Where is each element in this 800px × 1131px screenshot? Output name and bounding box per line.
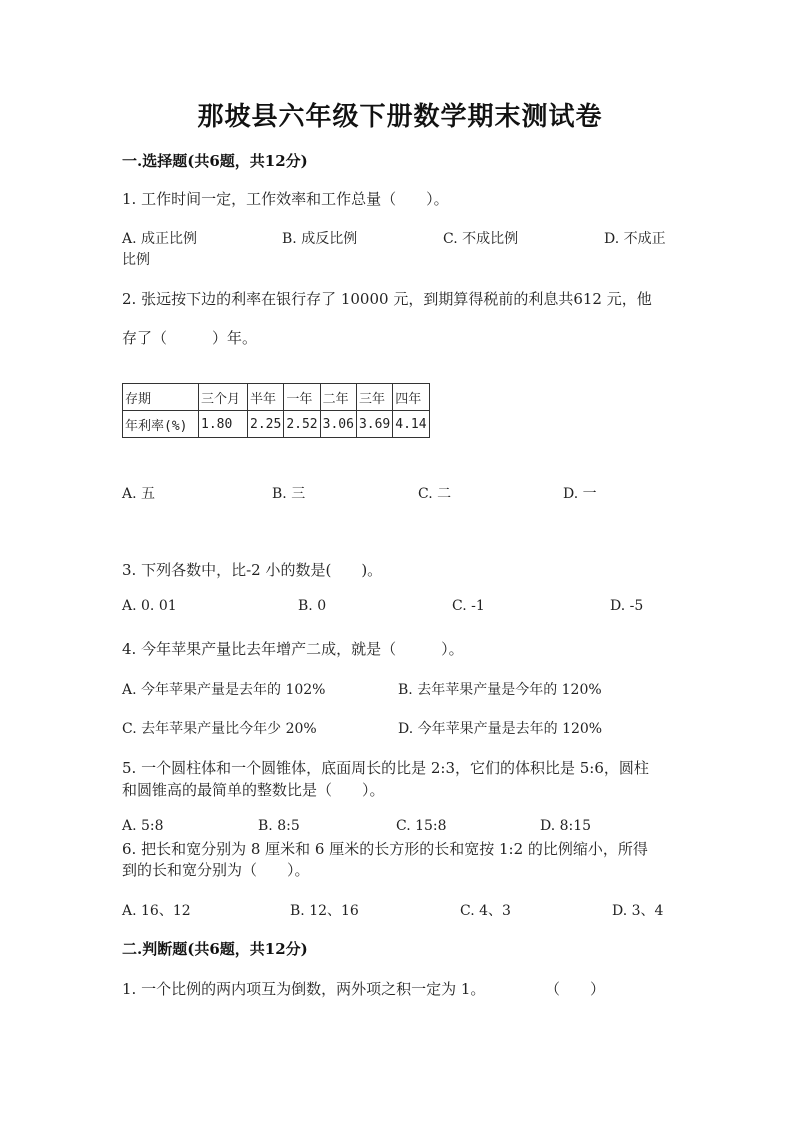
table-cell: 2.52 bbox=[284, 411, 320, 438]
q3-option-b: B. 0 bbox=[298, 598, 327, 614]
judgment-question-1-text: 1. 一个比例的两内项互为倒数，两外项之积一定为 1。 bbox=[122, 980, 486, 998]
table-cell: 4.14 bbox=[393, 411, 429, 438]
question-5-text-line1: 5. 一个圆柱体和一个圆锥体，底面周长的比是 2:3，它们的体积比是 5:6，圆柱 bbox=[122, 759, 649, 777]
q4-option-c: C. 去年苹果产量比今年少 20% bbox=[122, 721, 317, 737]
q1-option-a: A. 成正比例 bbox=[122, 231, 198, 247]
question-2-text-line2: 存了（ ）年。 bbox=[122, 329, 258, 347]
question-6-text-line2: 到的长和宽分别为（ ）。 bbox=[122, 861, 310, 879]
section-heading-choice: 一.选择题(共6题，共12分) bbox=[122, 152, 308, 170]
question-2-text-line1: 2. 张远按下边的利率在银行存了 10000 元，到期算得税前的利息共612 元，他 bbox=[122, 290, 652, 308]
q5-option-b: B. 8:5 bbox=[258, 818, 300, 834]
q6-option-a: A. 16、12 bbox=[122, 903, 191, 919]
question-5-text-line2: 和圆锥高的最简单的整数比是（ ）。 bbox=[122, 781, 385, 799]
table-row bbox=[123, 411, 430, 438]
q2-option-c: C. 二 bbox=[418, 486, 452, 502]
q1-option-d-wrap: 比例 bbox=[122, 252, 150, 268]
q3-option-a: A. 0. 01 bbox=[122, 598, 177, 614]
judgment-question-1-blank: （ ） bbox=[545, 980, 606, 998]
q5-option-c: C. 15:8 bbox=[396, 818, 447, 834]
table-cell: 3.06 bbox=[320, 411, 356, 438]
table-cell: 半年 bbox=[248, 384, 284, 411]
table-header-row bbox=[123, 384, 430, 411]
table-cell: 1.80 bbox=[199, 411, 248, 438]
q6-option-b: B. 12、16 bbox=[290, 903, 359, 919]
q5-option-d: D. 8:15 bbox=[540, 818, 592, 834]
section-heading-judgment: 二.判断题(共6题，共12分) bbox=[122, 940, 308, 958]
table-cell: 2.25 bbox=[248, 411, 284, 438]
q1-option-d: D. 不成正 bbox=[604, 231, 666, 247]
table-cell: 三个月 bbox=[199, 384, 248, 411]
q6-option-c: C. 4、3 bbox=[460, 903, 511, 919]
q2-option-d: D. 一 bbox=[563, 486, 597, 502]
question-4-text: 4. 今年苹果产量比去年增产二成，就是（ ）。 bbox=[122, 640, 464, 658]
question-1-text: 1. 工作时间一定，工作效率和工作总量（ ）。 bbox=[122, 190, 449, 208]
q2-option-b: B. 三 bbox=[272, 486, 306, 502]
table-cell: 一年 bbox=[284, 384, 320, 411]
q1-option-c: C. 不成比例 bbox=[443, 231, 519, 247]
q4-option-a: A. 今年苹果产量是去年的 102% bbox=[122, 682, 326, 698]
q2-option-a: A. 五 bbox=[122, 486, 156, 502]
question-3-text: 3. 下列各数中，比-2 小的数是( )。 bbox=[122, 561, 383, 579]
table-cell: 三年 bbox=[356, 384, 392, 411]
q3-option-c: C. -1 bbox=[452, 598, 485, 614]
q3-option-d: D. -5 bbox=[610, 598, 644, 614]
q1-option-b: B. 成反比例 bbox=[282, 231, 358, 247]
table-cell: 四年 bbox=[393, 384, 429, 411]
interest-rate-table bbox=[122, 383, 430, 438]
table-cell: 3.69 bbox=[356, 411, 392, 438]
table-cell: 存期 bbox=[123, 384, 199, 411]
q4-option-d: D. 今年苹果产量是去年的 120% bbox=[398, 721, 603, 737]
q4-option-b: B. 去年苹果产量是今年的 120% bbox=[398, 682, 602, 698]
q5-option-a: A. 5:8 bbox=[122, 818, 164, 834]
table-cell: 年利率(%) bbox=[123, 411, 199, 438]
table-cell: 二年 bbox=[320, 384, 356, 411]
page-title: 那坡县六年级下册数学期末测试卷 bbox=[197, 102, 603, 132]
question-6-text-line1: 6. 把长和宽分别为 8 厘米和 6 厘米的长方形的长和宽按 1:2 的比例缩小，所得 bbox=[122, 840, 648, 858]
q6-option-d: D. 3、4 bbox=[612, 903, 664, 919]
